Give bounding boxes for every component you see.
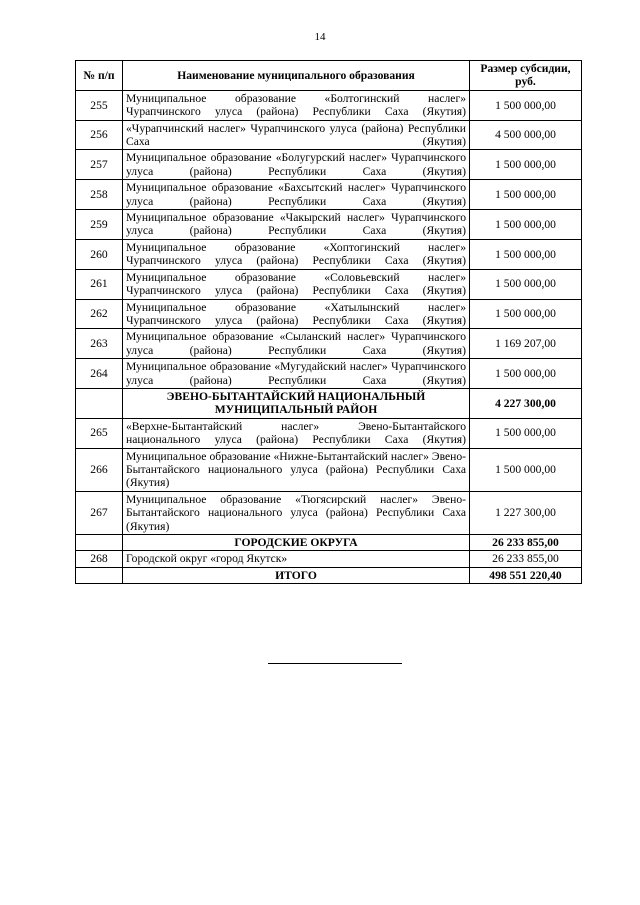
row-number: 256 xyxy=(76,120,123,150)
row-number: 265 xyxy=(76,418,123,448)
table-header-row xyxy=(76,61,582,91)
subsidy-amount: 1 227 300,00 xyxy=(470,491,582,534)
section-row xyxy=(76,388,582,418)
section-title: ГОРОДСКИЕ ОКРУГА xyxy=(123,535,470,551)
row-number: 261 xyxy=(76,269,123,299)
row-number: 255 xyxy=(76,90,123,120)
table-row xyxy=(76,418,582,448)
subsidy-table xyxy=(75,60,582,584)
end-divider xyxy=(268,663,402,664)
total-row xyxy=(76,567,582,583)
row-number: 259 xyxy=(76,210,123,240)
subsidy-amount: 4 227 300,00 xyxy=(470,388,582,418)
subsidy-amount: 1 500 000,00 xyxy=(470,239,582,269)
municipality-name: Муниципальное образование «Болугурский наслег» Чурапчинского улуса (района) Республики Саха (Якутия) xyxy=(123,150,470,180)
table-row xyxy=(76,120,582,150)
total-label: ИТОГО xyxy=(123,567,470,583)
row-number: 257 xyxy=(76,150,123,180)
subsidy-amount: 1 500 000,00 xyxy=(470,359,582,389)
municipality-name: Муниципальное образование «Хоптогинский наслег» Чурапчинского улуса (района) Республики Саха (Якутия) xyxy=(123,239,470,269)
row-number: 263 xyxy=(76,329,123,359)
subsidy-amount: 26 233 855,00 xyxy=(470,551,582,567)
municipality-name: Муниципальное образование «Чакырский наслег» Чурапчинского улуса (района) Республики Саха (Якутия) xyxy=(123,210,470,240)
row-number xyxy=(76,388,123,418)
table-row xyxy=(76,491,582,534)
municipality-name: Муниципальное образование «Нижне-Бытантайский наслег» Эвено-Бытантайского национального улуса (района) Республики Саха (Якутия) xyxy=(123,448,470,491)
subsidy-amount: 26 233 855,00 xyxy=(470,535,582,551)
municipality-name: Муниципальное образование «Сыланский наслег» Чурапчинского улуса (района) Республики Саха (Якутия) xyxy=(123,329,470,359)
subsidy-amount: 1 500 000,00 xyxy=(470,90,582,120)
subsidy-amount: 1 500 000,00 xyxy=(470,418,582,448)
municipality-name: Городской округ «город Якутск» xyxy=(123,551,470,567)
row-number xyxy=(76,535,123,551)
table-row xyxy=(76,448,582,491)
subsidy-amount: 1 169 207,00 xyxy=(470,329,582,359)
table-row xyxy=(76,329,582,359)
municipality-name: Муниципальное образование «Хатылынский наслег» Чурапчинского улуса (района) Республики Саха (Якутия) xyxy=(123,299,470,329)
table-row xyxy=(76,210,582,240)
row-number: 264 xyxy=(76,359,123,389)
subsidy-amount: 1 500 000,00 xyxy=(470,269,582,299)
municipality-name: «Чурапчинский наслег» Чурапчинского улуса (района) Республики Саха (Якутия) xyxy=(123,120,470,150)
table-row xyxy=(76,551,582,567)
subsidy-amount: 1 500 000,00 xyxy=(470,448,582,491)
row-number: 267 xyxy=(76,491,123,534)
municipality-name: Муниципальное образование «Болтогинский наслег» Чурапчинского улуса (района) Республики Саха (Якутия) xyxy=(123,90,470,120)
subsidy-amount: 1 500 000,00 xyxy=(470,150,582,180)
section-title: ЭВЕНО-БЫТАНТАЙСКИЙ НАЦИОНАЛЬНЫЙ МУНИЦИПАЛЬНЫЙ РАЙОН xyxy=(123,388,470,418)
row-number: 258 xyxy=(76,180,123,210)
municipality-name: Муниципальное образование «Мугудайский наслег» Чурапчинского улуса (района) Республики Саха (Якутия) xyxy=(123,359,470,389)
section-row xyxy=(76,535,582,551)
table-body xyxy=(76,90,582,583)
subsidy-amount: 1 500 000,00 xyxy=(470,299,582,329)
table-row xyxy=(76,359,582,389)
table-row xyxy=(76,299,582,329)
header-name: Наименование муниципального образования xyxy=(123,61,470,91)
municipality-name: Муниципальное образование «Бахсытский наслег» Чурапчинского улуса (района) Республики Саха (Якутия) xyxy=(123,180,470,210)
total-amount: 498 551 220,40 xyxy=(470,567,582,583)
municipality-name: Муниципальное образование «Тюгясирский наслег» Эвено-Бытантайского национального улуса (района) Республики Саха (Якутия) xyxy=(123,491,470,534)
header-amount: Размер субсидии, руб. xyxy=(470,61,582,91)
header-num: № п/п xyxy=(76,61,123,91)
row-number: 266 xyxy=(76,448,123,491)
table-row xyxy=(76,90,582,120)
row-number xyxy=(76,567,123,583)
table-row xyxy=(76,180,582,210)
table-row xyxy=(76,239,582,269)
municipality-name: «Верхне-Бытантайский наслег» Эвено-Бытантайского национального улуса (района) Республики Саха (Якутия) xyxy=(123,418,470,448)
subsidy-amount: 4 500 000,00 xyxy=(470,120,582,150)
subsidy-amount: 1 500 000,00 xyxy=(470,210,582,240)
row-number: 260 xyxy=(76,239,123,269)
table-row xyxy=(76,269,582,299)
municipality-name: Муниципальное образование «Соловьевский наслег» Чурапчинского улуса (района) Республики Саха (Якутия) xyxy=(123,269,470,299)
table-row xyxy=(76,150,582,180)
row-number: 268 xyxy=(76,551,123,567)
page-number: 14 xyxy=(314,31,326,43)
row-number: 262 xyxy=(76,299,123,329)
subsidy-amount: 1 500 000,00 xyxy=(470,180,582,210)
